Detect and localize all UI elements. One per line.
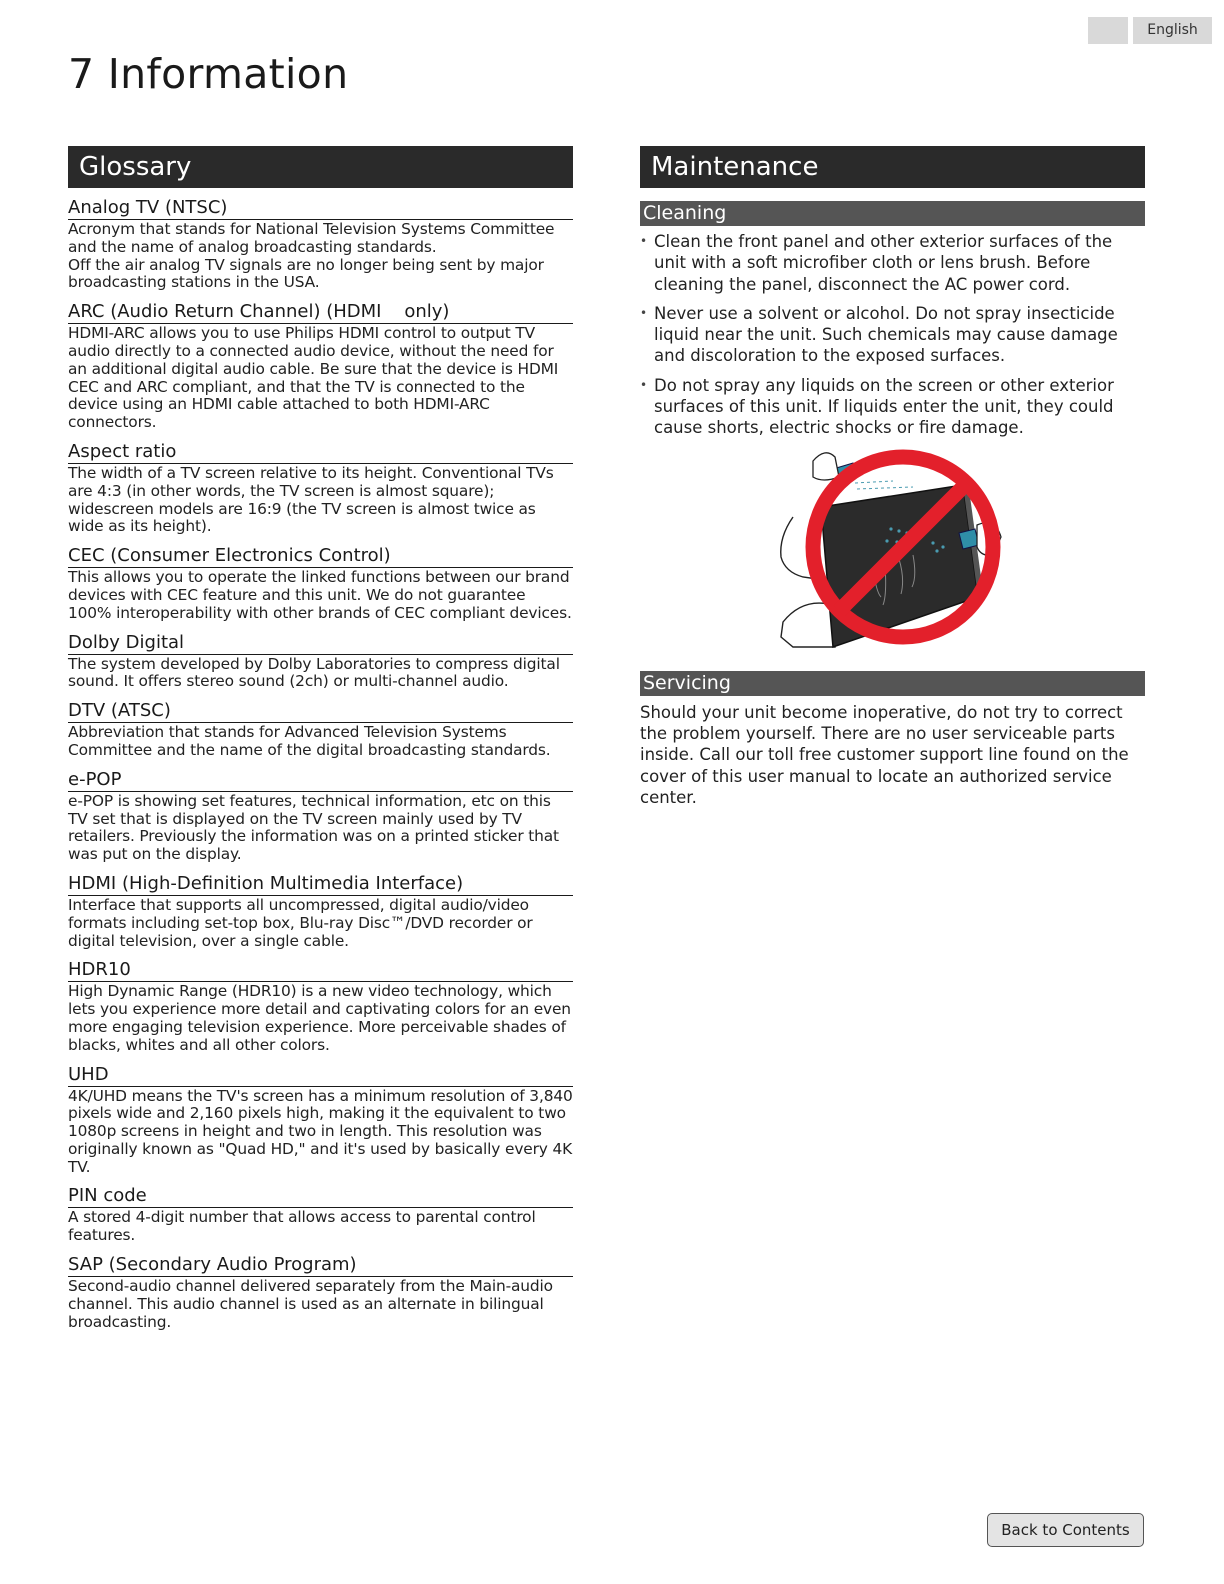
spray-mist <box>851 475 913 489</box>
servicing-text: Should your unit become inoperative, do not try to correct the problem yourself. There are no user serviceable parts inside. Call our toll free customer support line found on the cover of this user manual to locate an authorized service center. <box>640 702 1129 807</box>
glossary-term <box>68 197 573 292</box>
hand-outline-bottom <box>781 603 835 647</box>
glossary-term-paragraph: Abbreviation that stands for Advanced Television Systems Committee and the name of the digital broadcasting standards. <box>68 723 551 759</box>
glossary-term-description <box>68 793 573 864</box>
glossary-term-title: e-POP <box>68 769 573 792</box>
language-tab: English <box>1133 17 1212 44</box>
cleaning-bullet: • Never use a solvent or alcohol. Do not spray insecticide liquid near the unit. Such chemicals may cause damage and discoloration to the exposed surfaces. <box>640 303 1145 367</box>
glossary-term <box>68 873 573 950</box>
glossary-header: Glossary <box>68 146 573 188</box>
glossary-term <box>68 959 573 1054</box>
maintenance-header: Maintenance <box>640 146 1145 188</box>
glossary-term-title: ARC (Audio Return Channel) (HDMI only) <box>68 301 573 324</box>
glossary-term-paragraph: This allows you to operate the linked functions between our brand devices with CEC feature and this unit. We do not guarantee 100% interoperability with other brands of CEC compliant devices. <box>68 568 572 622</box>
glossary-term-description <box>68 221 573 292</box>
glossary-section <box>68 146 573 1331</box>
glossary-term-title: DTV (ATSC) <box>68 700 573 723</box>
glossary-term-list <box>68 197 573 1331</box>
glossary-term-title: Dolby Digital <box>68 632 573 655</box>
glossary-term-title: UHD <box>68 1064 573 1087</box>
glossary-term-paragraph: Off the air analog TV signals are no longer being sent by major broadcasting stations in the USA. <box>68 255 544 292</box>
cleaning-bullet: • Clean the front panel and other exterior surfaces of the unit with a soft microfiber cloth or lens brush. Before cleaning the panel, disconnect the AC power cord. <box>640 231 1145 295</box>
glossary-term-title: HDR10 <box>68 959 573 982</box>
glossary-term <box>68 1064 573 1177</box>
glossary-term-description <box>68 465 573 536</box>
glossary-term-description <box>68 1278 573 1331</box>
glossary-term <box>68 301 573 432</box>
glossary-term <box>68 632 573 692</box>
glossary-term-description <box>68 983 573 1054</box>
glossary-term-title: Aspect ratio <box>68 441 573 464</box>
glossary-term-description <box>68 569 573 622</box>
glossary-term-description <box>68 897 573 950</box>
glossary-term-paragraph: The width of a TV screen relative to its height. Conventional TVs are 4:3 (in other words, the TV screen is almost square); widescreen models are 16:9 (the TV screen is almost twice as wide as its height). <box>68 463 554 536</box>
cleaning-header: Cleaning <box>640 201 1145 226</box>
glossary-term <box>68 769 573 864</box>
glossary-term-title: PIN code <box>68 1185 573 1208</box>
no-spray-illustration <box>773 447 1013 657</box>
glossary-term <box>68 1254 573 1331</box>
glossary-term-paragraph: Acronym that stands for National Television Systems Committee and the name of analog broadcasting standards. <box>68 220 555 256</box>
glossary-term-paragraph: e-POP is showing set features, technical information, etc on this TV set that is displayed on the TV screen mainly used by TV retailers. Previously the information was on a printed sticker that was put on the display. <box>68 791 559 864</box>
glossary-term <box>68 700 573 760</box>
glossary-term-description <box>68 1209 573 1245</box>
glossary-term-paragraph: Interface that supports all uncompressed, digital audio/video formats including set-top box, Blu-ray Disc™/DVD recorder or digital television, over a single cable. <box>68 895 533 950</box>
back-to-contents-button[interactable]: Back to Contents <box>987 1513 1144 1547</box>
spray-hand <box>813 453 839 480</box>
glossary-term <box>68 545 573 622</box>
language-tab-blank <box>1088 17 1128 44</box>
glossary-term-title: HDMI (High-Definition Multimedia Interface) <box>68 873 573 896</box>
page-title: 7 Information <box>68 50 349 98</box>
glossary-term <box>68 1185 573 1245</box>
cleaning-bullet: • Do not spray any liquids on the screen or other exterior surfaces of this unit. If liquids enter the unit, they could cause shorts, electric shocks or fire damage. <box>640 375 1145 439</box>
cleaning-list <box>640 231 1145 439</box>
glossary-term-description <box>68 656 573 692</box>
glossary-term-description <box>68 1088 573 1177</box>
glossary-term <box>68 441 573 536</box>
spray-bottle-right <box>959 529 979 549</box>
glossary-term-paragraph: High Dynamic Range (HDR10) is a new video technology, which lets you experience more detail and captivating colors for an even more engaging television experience. More perceivable shades of blacks, whites and all other colors. <box>68 982 571 1054</box>
maintenance-section <box>640 146 1145 808</box>
glossary-term-title: Analog TV (NTSC) <box>68 197 573 220</box>
glossary-term-paragraph: Second-audio channel delivered separately from the Main-audio channel. This audio channel is used as an alternate in bilingual broadcasting. <box>68 1277 553 1331</box>
glossary-term-title: CEC (Consumer Electronics Control) <box>68 545 573 568</box>
glossary-term-paragraph: 4K/UHD means the TV's screen has a minimum resolution of 3,840 pixels wide and 2,160 pixels high, making it the equivalent to two 1080p screens in height and two in length. This resolution was originally known as "Quad HD," and it's used by basically every 4K TV. <box>68 1086 573 1176</box>
servicing-header: Servicing <box>640 671 1145 696</box>
glossary-term-title: SAP (Secondary Audio Program) <box>68 1254 573 1277</box>
glossary-term-paragraph: A stored 4-digit number that allows access to parental control features. <box>68 1208 536 1245</box>
glossary-term-paragraph: HDMI-ARC allows you to use Philips HDMI control to output TV audio directly to a connected audio device, without the need for an additional digital audio cable. Be sure that the device is HDMI CEC and ARC compliant, and that the TV is connected to the device using an HDMI cable attached to both HDMI-ARC connectors. <box>68 324 559 432</box>
glossary-term-description <box>68 724 573 760</box>
glossary-term-paragraph: The system developed by Dolby Laboratories to compress digital sound. It offers stereo sound (2ch) or multi-channel audio. <box>68 654 560 691</box>
glossary-term-description <box>68 325 573 432</box>
